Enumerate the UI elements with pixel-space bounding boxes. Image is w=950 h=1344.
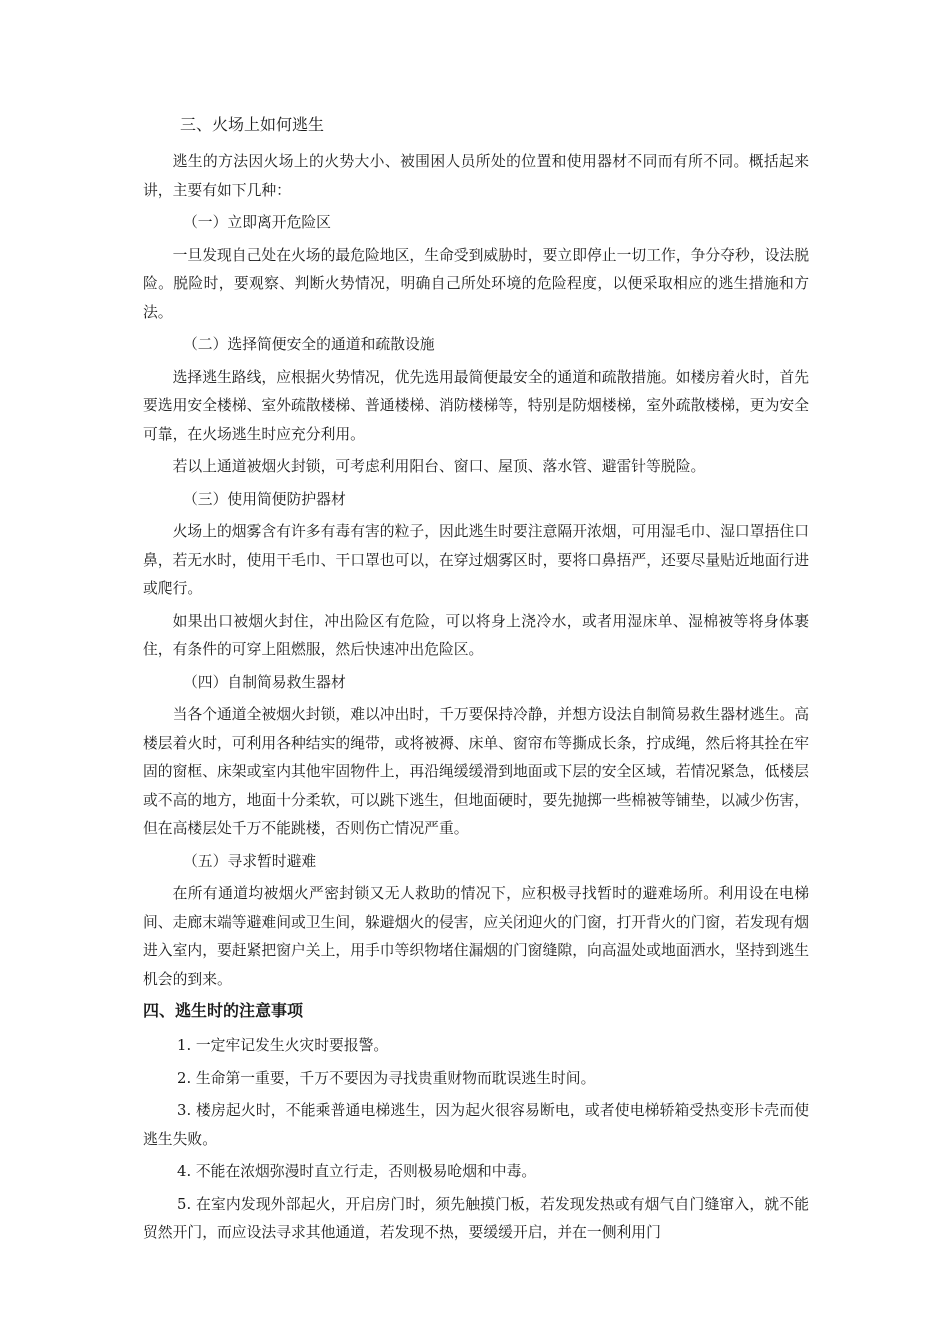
subheading-1: （一）立即离开危险区 — [183, 214, 331, 231]
notice-item-3: 3. 楼房起火时，不能乘普通电梯逃生，因为起火很容易断电，或者使电梯轿箱受热变形卡壳而使逃生失败。 — [143, 1102, 809, 1148]
notice-item-5: 5. 在室内发现外部起火，开启房门时，须先触摸门板，若发现发热或有烟气自门缝窜入，就不能贸然开门，而应设法寻求其他通道，若发现不热，要缓缓开启，并在一侧利用门 — [143, 1195, 809, 1241]
section-3-heading-text: 三、火场上如何逃生 — [180, 115, 325, 134]
section-3-intro: 逃生的方法因火场上的火势大小、被围困人员所处的位置和使用器材不同而有所不同。概括起来讲，主要有如下几种： — [143, 153, 809, 199]
subheading-5: （五）寻求暂时避难 — [183, 852, 317, 870]
paragraph-3a: 火场上的烟雾含有许多有毒有害的粒子，因此逃生时要注意隔开浓烟，可用湿毛巾、湿口罩捂住口鼻，若无水时，使用干毛巾、干口罩也可以，在穿过烟雾区时，要将口鼻捂严，还要尽量贴近地面行进或爬行。 — [143, 523, 809, 597]
paragraph-5: 在所有通道均被烟火严密封锁又无人救助的情况下，应积极寻找暂时的避难场所。利用设在电梯间、走廊末端等避难间或卫生间，躲避烟火的侵害，应关闭迎火的门窗，打开背火的门窗，若发现有烟进入室内，要赶紧把窗户关上，用手巾等织物堵住漏烟的门窗缝隙，向高温处或地面洒水，坚持到逃生机会的到来。 — [143, 885, 809, 988]
paragraph-2a: 选择逃生路线，应根据火势情况，优先选用最简便最安全的通道和疏散措施。如楼房着火时，首先要选用安全楼梯、室外疏散楼梯、普通楼梯、消防楼梯等，特别是防烟楼梯，室外疏散楼梯，更为安全可靠，在火场逃生时应充分利用。 — [143, 368, 809, 443]
notice-item-4: 4. 不能在浓烟弥漫时直立行走，否则极易呛烟和中毒。 — [177, 1163, 537, 1180]
paragraph-4: 当各个通道全被烟火封锁，难以冲出时，千万要保持冷静，并想方设法自制简易救生器材逃生。高楼层着火时，可利用各种结实的绳带，或将被褥、床单、窗帘布等撕成长条，拧成绳，然后将其拴在牢固的窗框、床架或室内其他牢固物件上，再沿绳缓缓滑到地面或下层的安全区域，若情况紧急，低楼层或不高的地方，地面十分柔软，可以跳下逃生，但地面硬时，要先抛掷一些棉被等铺垫，以减少伤害，但在高楼层处千万不能跳楼，否则伤亡情况严重。 — [143, 706, 809, 837]
notice-item-2: 2. 生命第一重要，千万不要因为寻找贵重财物而耽误逃生时间。 — [177, 1069, 596, 1087]
subheading-4: （四）自制简易救生器材 — [183, 673, 346, 691]
document-body — [143, 112, 809, 1252]
section-3-heading — [143, 112, 809, 140]
section-4-heading-text: 四、逃生时的注意事项 — [143, 1001, 304, 1020]
subheading-3: （三）使用简便防护器材 — [183, 490, 346, 508]
paragraph-3b: 如果出口被烟火封住，冲出险区有危险，可以将身上浇冷水，或者用湿床单、湿棉被等将身体裹住，有条件的可穿上阻燃服，然后快速冲出危险区。 — [143, 612, 809, 658]
paragraph-2b: 若以上通道被烟火封锁，可考虑利用阳台、窗口、屋顶、落水管、避雷针等脱险。 — [172, 458, 706, 475]
paragraph-1: 一旦发现自己处在火场的最危险地区，生命受到威胁时，要立即停止一切工作，争分夺秒，设法脱险。脱险时，要观察、判断火势情况，明确自己所处环境的危险程度，以便采取相应的逃生措施和方法。 — [143, 246, 809, 321]
notice-item-1: 1. 一定牢记发生火灾时要报警。 — [177, 1037, 389, 1054]
section-4-heading — [143, 998, 809, 1026]
subheading-2: （二）选择简便安全的通道和疏散设施 — [183, 336, 435, 353]
